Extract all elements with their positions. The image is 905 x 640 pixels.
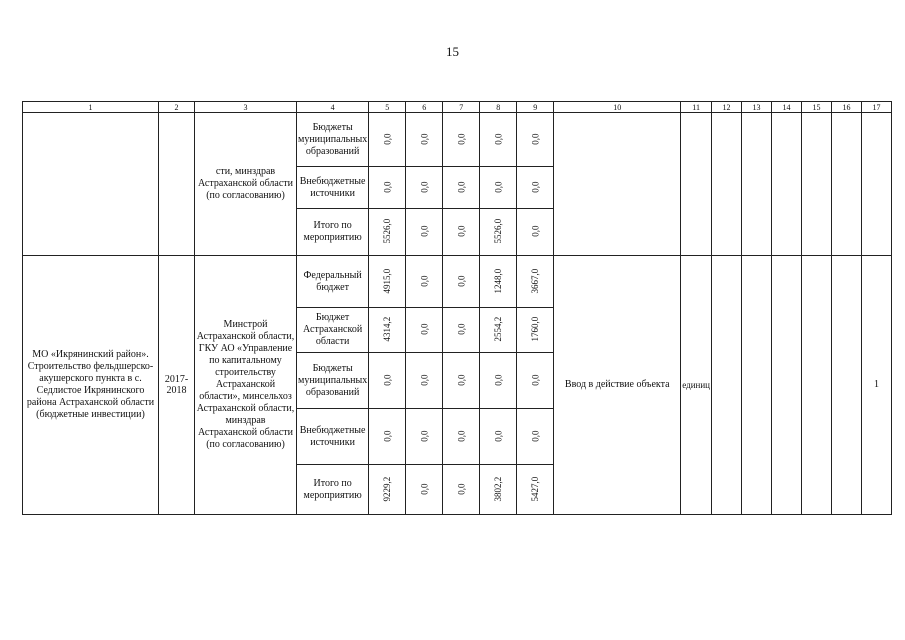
col-number: 10 [554, 102, 681, 113]
col-number: 11 [681, 102, 712, 113]
value-cell: 0,0 [443, 465, 480, 515]
col-number: 16 [831, 102, 861, 113]
funding-source: Федеральный бюджет [297, 256, 369, 308]
value-cell: 0,0 [406, 167, 443, 209]
value-cell: 0,0 [369, 353, 406, 409]
block2-col16 [831, 256, 861, 515]
col-number: 1 [23, 102, 159, 113]
value-cell: 3802,2 [480, 465, 517, 515]
block1-col12 [711, 113, 741, 256]
value-cell: 5526,0 [369, 209, 406, 256]
value-cell: 0,0 [443, 167, 480, 209]
block1-col10 [554, 113, 681, 256]
col-number: 15 [801, 102, 831, 113]
value-cell: 0,0 [406, 113, 443, 167]
col-number: 9 [517, 102, 554, 113]
value-cell: 1248,0 [480, 256, 517, 308]
value-cell: 0,0 [517, 209, 554, 256]
activity-name: МО «Икрянинский район». Строительство фельдшерско-акушерского пункта в с. Седлистое Икрянинского района Астраханской области (бюджетные инвестиции) [23, 256, 159, 515]
col-number: 5 [369, 102, 406, 113]
value-cell: 0,0 [443, 409, 480, 465]
value-cell: 0,0 [406, 308, 443, 353]
period: 2017-2018 [159, 256, 195, 515]
value-cell: 0,0 [406, 409, 443, 465]
value-cell: 5526,0 [480, 209, 517, 256]
block2-executor: Минстрой Астраханской области, ГКУ АО «Управление по капитальному строительству Астраханской области», минсельхоз Астраханской области, минздрав Астраханской области (по согласованию) [195, 256, 297, 515]
col-number: 6 [406, 102, 443, 113]
value-cell: 5427,0 [517, 465, 554, 515]
col-number: 7 [443, 102, 480, 113]
table-row [23, 256, 892, 308]
indicator-value: 1 [861, 256, 891, 515]
block1-col15 [801, 113, 831, 256]
value-cell: 0,0 [369, 167, 406, 209]
col-number: 12 [711, 102, 741, 113]
funding-source: Внебюджетные источники [297, 167, 369, 209]
value-cell: 0,0 [443, 353, 480, 409]
block1-col16 [831, 113, 861, 256]
value-cell: 4314,2 [369, 308, 406, 353]
value-cell: 0,0 [480, 113, 517, 167]
value-cell: 0,0 [443, 113, 480, 167]
block2-col14 [771, 256, 801, 515]
value-cell: 9229,2 [369, 465, 406, 515]
block1-col14 [771, 113, 801, 256]
value-cell: 0,0 [517, 113, 554, 167]
indicator-name: Ввод в действие объекта [554, 256, 681, 515]
block2-col12 [711, 256, 741, 515]
funding-source: Внебюджетные источники [297, 409, 369, 465]
col-number: 17 [861, 102, 891, 113]
value-cell: 0,0 [517, 409, 554, 465]
col-number: 4 [297, 102, 369, 113]
block1-col11 [681, 113, 712, 256]
value-cell: 0,0 [406, 209, 443, 256]
column-number-row [23, 102, 892, 113]
value-cell: 3667,0 [517, 256, 554, 308]
value-cell: 1760,0 [517, 308, 554, 353]
funding-source: Итого по мероприятию [297, 465, 369, 515]
funding-source: Бюджеты муниципальных образований [297, 353, 369, 409]
page-number: 15 [446, 44, 459, 59]
value-cell: 2554,2 [480, 308, 517, 353]
block1-executor: сти, минздрав Астраханской области (по согласованию) [195, 113, 297, 256]
value-cell: 0,0 [443, 308, 480, 353]
col-number: 8 [480, 102, 517, 113]
col-number: 14 [771, 102, 801, 113]
block1-col17 [861, 113, 891, 256]
program-table [22, 101, 892, 515]
unit: единиц [681, 256, 712, 515]
block1-col1 [23, 113, 159, 256]
value-cell: 0,0 [443, 209, 480, 256]
block1-col2 [159, 113, 195, 256]
funding-source: Бюджеты муниципальных образований [297, 113, 369, 167]
block2-col13 [741, 256, 771, 515]
value-cell: 0,0 [406, 465, 443, 515]
col-number: 3 [195, 102, 297, 113]
block1-col13 [741, 113, 771, 256]
col-number: 13 [741, 102, 771, 113]
value-cell: 0,0 [517, 167, 554, 209]
value-cell: 0,0 [443, 256, 480, 308]
funding-source: Бюджет Астраханской области [297, 308, 369, 353]
value-cell: 0,0 [369, 409, 406, 465]
funding-source: Итого по мероприятию [297, 209, 369, 256]
value-cell: 0,0 [480, 167, 517, 209]
value-cell: 0,0 [480, 353, 517, 409]
value-cell: 0,0 [406, 353, 443, 409]
value-cell: 0,0 [480, 409, 517, 465]
table-row [23, 113, 892, 167]
block2-col15 [801, 256, 831, 515]
col-number: 2 [159, 102, 195, 113]
value-cell: 0,0 [369, 113, 406, 167]
value-cell: 4915,0 [369, 256, 406, 308]
value-cell: 0,0 [406, 256, 443, 308]
value-cell: 0,0 [517, 353, 554, 409]
